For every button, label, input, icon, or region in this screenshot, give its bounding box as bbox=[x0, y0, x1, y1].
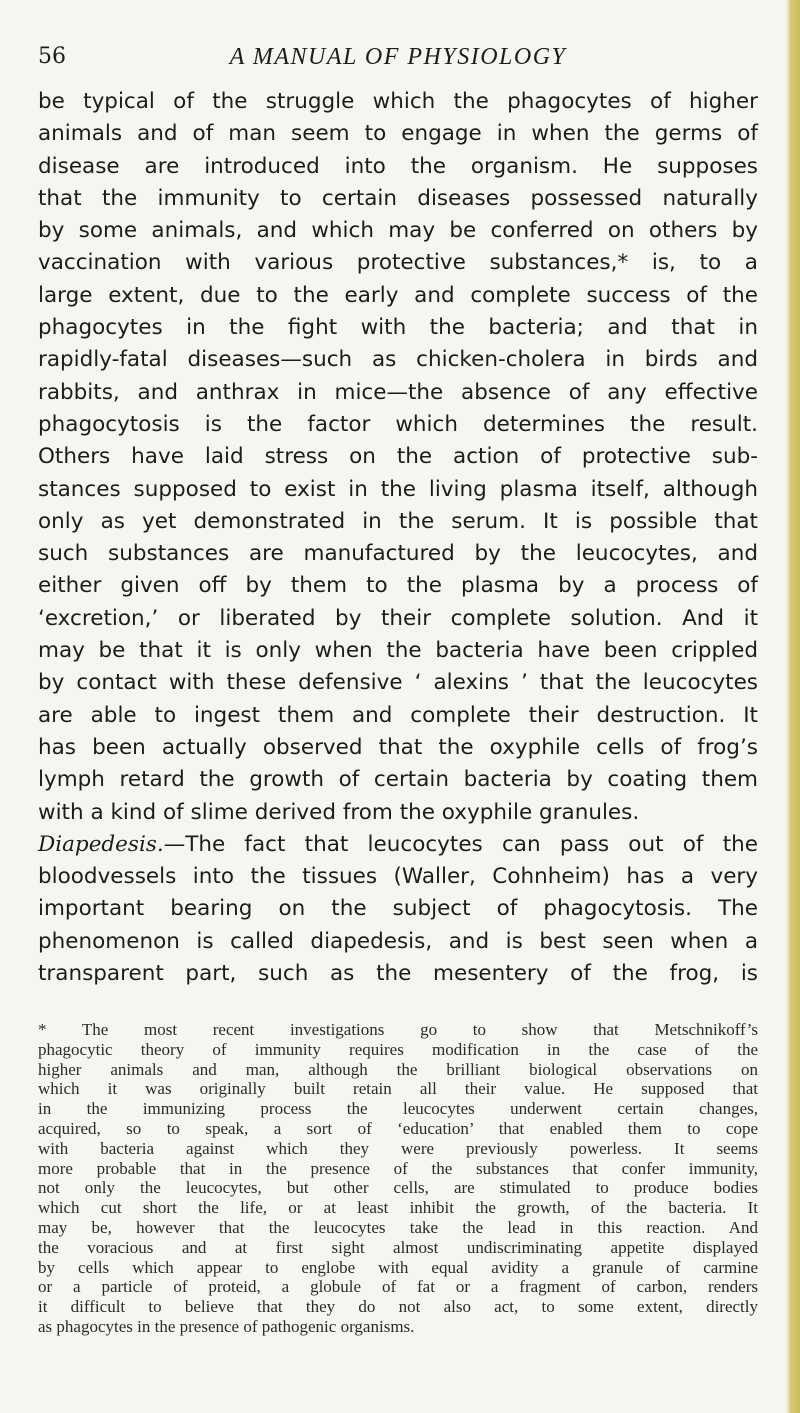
footnote-line: or a particle of proteid, a globule of fat or a fragment of carbon, renders bbox=[38, 1277, 758, 1297]
footnote-line: in the immunizing process the leucocytes underwent certain changes, bbox=[38, 1099, 758, 1119]
footnote-line: by cells which appear to englobe with equal avidity a granule of carmine bbox=[38, 1257, 758, 1277]
footnote-line: which cut short the life, or at least inhibit the growth, of the bacteria. It bbox=[38, 1198, 758, 1218]
text-line: only as yet demonstrated in the serum. It is possible that bbox=[38, 508, 758, 534]
text-line: stances supposed to exist in the living plasma itself, although bbox=[38, 476, 758, 502]
text-line: lymph retard the growth of certain bacteria by coating them bbox=[38, 767, 758, 793]
page-edge bbox=[786, 0, 800, 1413]
footnote bbox=[38, 1020, 758, 1337]
running-title: A MANUAL OF PHYSIOLOGY bbox=[229, 44, 567, 70]
text-line: transparent part, such as the mesentery of the frog, is bbox=[38, 961, 758, 987]
text-line: that the immunity to certain diseases possessed naturally bbox=[38, 185, 758, 211]
text-line: bloodvessels into the tissues (Waller, Cohnheim) has a very bbox=[38, 864, 758, 890]
footnote-line: may be, however that the leucocytes take the lead in this reaction. And bbox=[38, 1217, 758, 1237]
footnote-line: * The most recent investigations go to show that Metschnikoff’s bbox=[38, 1020, 758, 1039]
footnote-line: phagocytic theory of immunity requires modification in the case of the bbox=[38, 1039, 758, 1059]
text-line: by contact with these defensive ‘ alexins ’ that the leucocytes bbox=[38, 670, 758, 696]
text-line: Others have laid stress on the action of protective sub- bbox=[38, 444, 758, 470]
text-line: be typical of the struggle which the phagocytes of higher bbox=[38, 89, 758, 114]
footnote-line: it difficult to believe that they do not also act, to some extent, directly bbox=[38, 1297, 758, 1317]
text-line: phagocytes in the fight with the bacteria; and that in bbox=[38, 315, 758, 341]
footnote-line: more probable that in the presence of the substances that confer immunity, bbox=[38, 1158, 758, 1178]
text-line: phagocytosis is the factor which determines the result. bbox=[38, 411, 758, 437]
text-line: has been actually observed that the oxyphile cells of frog’s bbox=[38, 734, 758, 760]
text-line: with a kind of slime derived from the oxyphile granules. bbox=[38, 799, 640, 825]
footnote-line: which it was originally built retain all their value. He supposed that bbox=[38, 1079, 758, 1099]
text-line: disease are introduced into the organism. He supposes bbox=[38, 153, 758, 179]
footnote-line: the voracious and at first sight almost undiscriminating appetite displayed bbox=[38, 1237, 758, 1257]
footnote-line: not only the leucocytes, but other cells, are stimulated to produce bodies bbox=[38, 1178, 758, 1198]
text-line: animals and of man seem to engage in when the germs of bbox=[38, 121, 758, 147]
running-head bbox=[38, 44, 758, 74]
text-line: rabbits, and anthrax in mice—the absence of any effective bbox=[38, 379, 758, 405]
diapedesis-first-line bbox=[38, 829, 758, 861]
text-line: rapidly-fatal diseases—such as chicken-cholera in birds and bbox=[38, 347, 758, 373]
text-line: important bearing on the subject of phagocytosis. The bbox=[38, 896, 758, 922]
footnote-line: higher animals and man, although the brilliant biological observations on bbox=[38, 1059, 758, 1079]
text-line: such substances are manufactured by the leucocytes, and bbox=[38, 541, 758, 567]
text-line: are able to ingest them and complete their destruction. It bbox=[38, 702, 758, 728]
text-line: either given off by them to the plasma by a process of bbox=[38, 573, 758, 599]
text-line: may be that it is only when the bacteria have been crippled bbox=[38, 638, 758, 664]
text-line: ‘excretion,’ or liberated by their complete solution. And it bbox=[38, 605, 758, 631]
footnote-line: with bacteria against which they were previously powerless. It seems bbox=[38, 1138, 758, 1158]
text-line: vaccination with various protective substances,* is, to a bbox=[38, 250, 758, 276]
text-line: by some animals, and which may be conferred on others by bbox=[38, 218, 758, 244]
section-heading-diapedesis: Diapedesis. bbox=[38, 831, 164, 857]
main-text bbox=[38, 86, 758, 990]
diapedesis-first-line-text: —The fact that leucocytes can pass out of the bbox=[163, 831, 758, 857]
footnote-line: acquired, so to speak, a sort of ‘education’ that enabled them to cope bbox=[38, 1118, 758, 1138]
page-number: 56 bbox=[38, 44, 66, 69]
text-line: phenomenon is called diapedesis, and is best seen when a bbox=[38, 928, 758, 954]
text-line: large extent, due to the early and complete success of the bbox=[38, 282, 758, 308]
footnote-line: as phagocytes in the presence of pathogenic organisms. bbox=[38, 1316, 415, 1336]
